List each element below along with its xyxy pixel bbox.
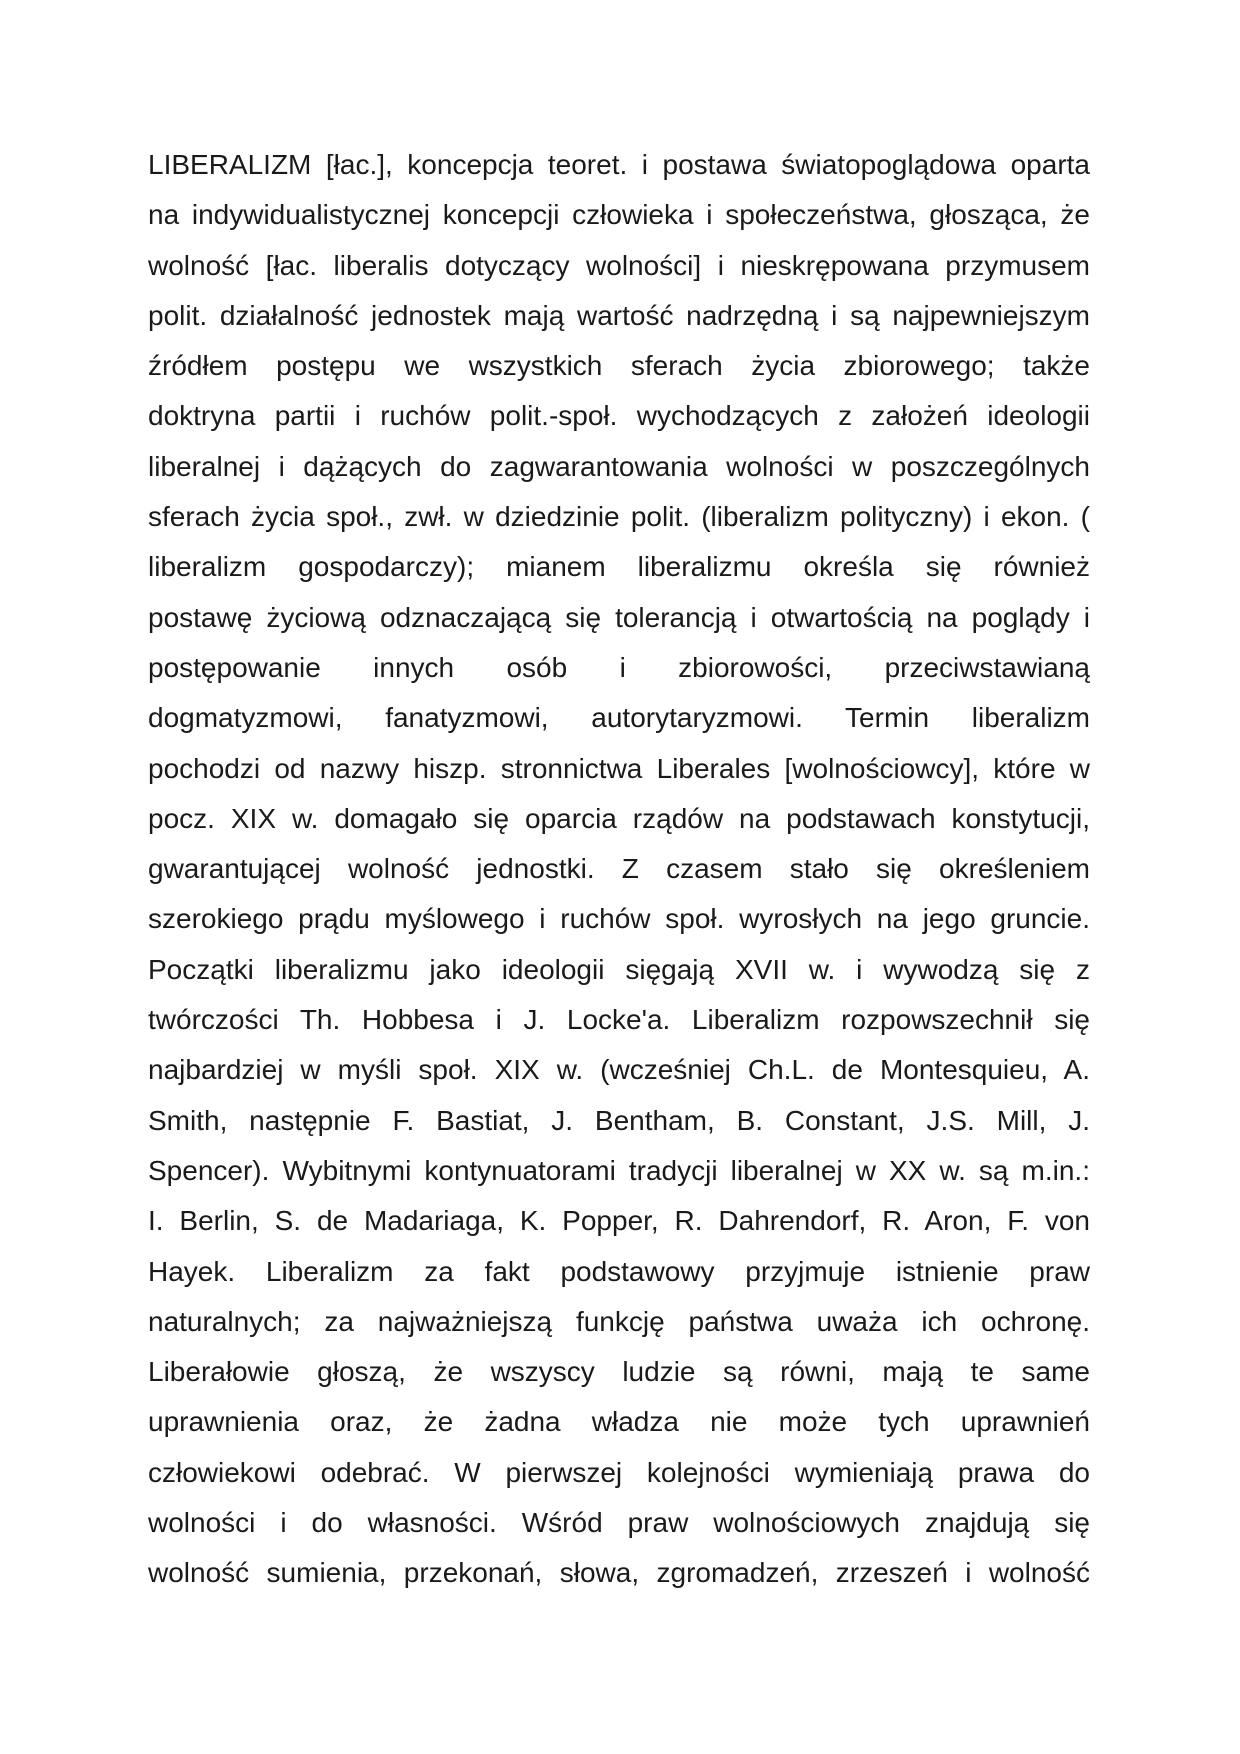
text-line: postawę życiową odznaczającą się tolerancją i otwartością na poglądy i — [148, 601, 1090, 633]
text-line: liberalizm gospodarczy); mianem liberalizmu określa się również — [148, 551, 1090, 583]
text-line: dogmatyzmowi, fanatyzmowi, autorytaryzmowi. Termin liberalizm — [148, 702, 1090, 734]
text-line: postępowanie innych osób i zbiorowości, przeciwstawianą — [148, 651, 1090, 683]
text-line: liberalnej i dążących do zagwarantowania wolności w poszczególnych — [148, 450, 1090, 482]
text-line: twórczości Th. Hobbesa i J. Locke'a. Liberalizm rozpowszechnił się — [148, 1004, 1090, 1036]
text-line: wolności i do własności. Wśród praw wolnościowych znajdują się — [148, 1507, 1090, 1539]
body-text — [148, 140, 1090, 1599]
text-line: Hayek. Liberalizm za fakt podstawowy przyjmuje istnienie praw — [148, 1255, 1090, 1287]
text-line: gwarantującej wolność jednostki. Z czasem stało się określeniem — [148, 853, 1090, 885]
text-line: pochodzi od nazwy hiszp. stronnictwa Liberales [wolnościowcy], które w — [148, 752, 1090, 784]
text-line: Początki liberalizmu jako ideologii sięgają XVII w. i wywodzą się z — [148, 953, 1090, 985]
text-line: LIBERALIZM [łac.], koncepcja teoret. i postawa światopoglądowa oparta — [148, 149, 1090, 180]
text-line: doktryna partii i ruchów polit.-społ. wychodzących z założeń ideologii — [148, 400, 1090, 432]
text-line: najbardziej w myśli społ. XIX w. (wcześniej Ch.L. de Montesquieu, A. — [148, 1054, 1090, 1086]
text-line: I. Berlin, S. de Madariaga, K. Popper, R. Dahrendorf, R. Aron, F. von — [148, 1205, 1090, 1237]
text-line: człowiekowi odebrać. W pierwszej kolejności wymieniają prawa do — [148, 1456, 1090, 1488]
text-line: uprawnienia oraz, że żadna władza nie może tych uprawnień — [148, 1406, 1090, 1438]
text-line: Liberałowie głoszą, że wszyscy ludzie są równi, mają te same — [148, 1356, 1090, 1388]
text-line: Spencer). Wybitnymi kontynuatorami tradycji liberalnej w XX w. są m.in.: — [148, 1154, 1090, 1186]
text-line: Smith, następnie F. Bastiat, J. Bentham, B. Constant, J.S. Mill, J. — [148, 1104, 1090, 1136]
text-line: szerokiego prądu myślowego i ruchów społ. wyrosłych na jego gruncie. — [148, 903, 1090, 935]
text-line: wolność sumienia, przekonań, słowa, zgromadzeń, zrzeszeń i wolność — [148, 1557, 1090, 1589]
text-line: sferach życia społ., zwł. w dziedzinie polit. (liberalizm polityczny) i ekon. ( — [148, 501, 1090, 533]
text-line: na indywidualistycznej koncepcji człowieka i społeczeństwa, głosząca, że — [148, 199, 1090, 231]
text-line: naturalnych; za najważniejszą funkcję państwa uważa ich ochronę. — [148, 1305, 1090, 1337]
text-line: pocz. XIX w. domagało się oparcia rządów na podstawach konstytucji, — [148, 802, 1090, 834]
text-line: źródłem postępu we wszystkich sferach życia zbiorowego; także — [148, 350, 1090, 382]
text-line: polit. działalność jednostek mają wartość nadrzędną i są najpewniejszym — [148, 299, 1090, 331]
text-line: wolność [łac. liberalis dotyczący wolności] i nieskrępowana przymusem — [148, 249, 1090, 281]
